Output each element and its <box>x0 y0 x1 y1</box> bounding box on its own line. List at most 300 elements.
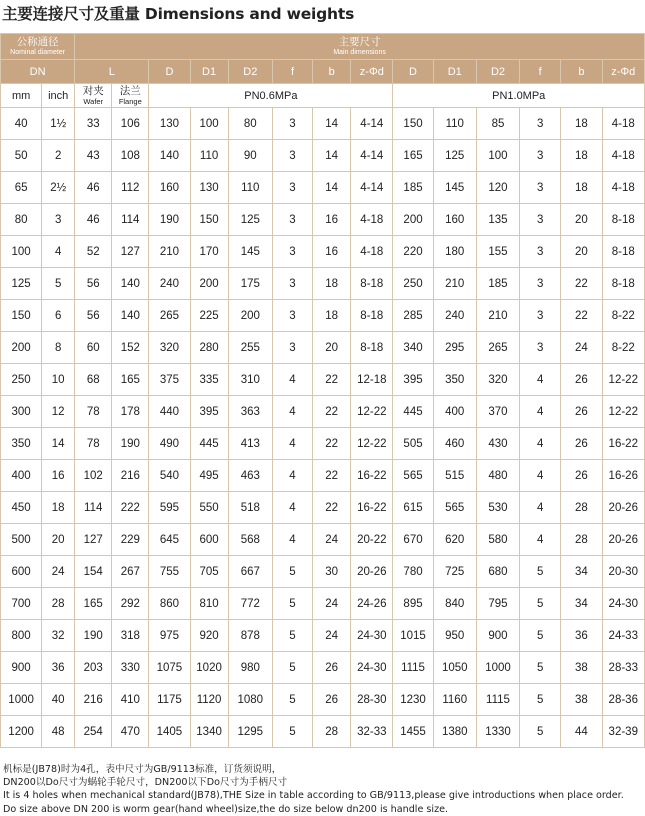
table-cell: 36 <box>42 652 75 684</box>
main-dimensions-header: 主要尺寸 Main dimensions <box>75 34 645 60</box>
table-cell: 445 <box>190 428 228 460</box>
table-cell: 200 <box>190 268 228 300</box>
table-cell: 3 <box>272 204 312 236</box>
table-cell: 20 <box>313 332 351 364</box>
table-cell: 980 <box>228 652 272 684</box>
table-cell: 265 <box>149 300 190 332</box>
table-cell: 200 <box>1 332 42 364</box>
table-cell: 40 <box>1 108 42 140</box>
table-cell: 600 <box>190 524 228 556</box>
table-cell: 26 <box>561 396 602 428</box>
table-cell: 395 <box>393 364 433 396</box>
col-header: D1 <box>190 60 228 84</box>
table-cell: 100 <box>190 108 228 140</box>
table-cell: 1000 <box>476 652 519 684</box>
inch-header: inch <box>42 84 75 108</box>
table-cell: 4-14 <box>351 172 393 204</box>
table-cell: 413 <box>228 428 272 460</box>
table-cell: 12-22 <box>602 396 644 428</box>
table-cell: 5 <box>520 684 561 716</box>
table-cell: 495 <box>190 460 228 492</box>
table-cell: 170 <box>190 236 228 268</box>
table-row <box>1 460 645 492</box>
table-cell: 667 <box>228 556 272 588</box>
table-cell: 106 <box>112 108 149 140</box>
table-cell: 22 <box>313 364 351 396</box>
table-cell: 5 <box>42 268 75 300</box>
table-cell: 20-22 <box>351 524 393 556</box>
table-cell: 5 <box>520 556 561 588</box>
table-cell: 22 <box>561 300 602 332</box>
table-cell: 285 <box>393 300 433 332</box>
table-cell: 90 <box>228 140 272 172</box>
table-cell: 16-22 <box>351 492 393 524</box>
table-row <box>1 684 645 716</box>
table-cell: 210 <box>149 236 190 268</box>
dimensions-table <box>0 33 645 748</box>
table-row <box>1 204 645 236</box>
table-cell: 200 <box>393 204 433 236</box>
table-cell: 16-26 <box>602 460 644 492</box>
table-cell: 28 <box>42 588 75 620</box>
table-row <box>1 108 645 140</box>
table-cell: 3 <box>272 172 312 204</box>
table-cell: 4-18 <box>602 140 644 172</box>
table-cell: 440 <box>149 396 190 428</box>
table-cell: 860 <box>149 588 190 620</box>
table-cell: 1230 <box>393 684 433 716</box>
table-cell: 78 <box>75 428 112 460</box>
table-cell: 4-18 <box>351 236 393 268</box>
table-cell: 120 <box>476 172 519 204</box>
table-cell: 20 <box>561 204 602 236</box>
table-cell: 254 <box>75 716 112 748</box>
table-cell: 20 <box>561 236 602 268</box>
flange-header: 法兰 Flange <box>112 84 149 108</box>
table-cell: 26 <box>561 460 602 492</box>
table-cell: 1380 <box>433 716 476 748</box>
table-cell: 24 <box>42 556 75 588</box>
table-cell: 32-33 <box>351 716 393 748</box>
table-cell: 1160 <box>433 684 476 716</box>
table-cell: 565 <box>433 492 476 524</box>
table-cell: 140 <box>149 140 190 172</box>
table-cell: 40 <box>42 684 75 716</box>
table-cell: 1120 <box>190 684 228 716</box>
table-cell: 565 <box>393 460 433 492</box>
table-cell: 14 <box>313 108 351 140</box>
table-cell: 255 <box>228 332 272 364</box>
note-line: 机标是(JB78)时为4孔，表中尺寸为GB/9113标准，订货须说明， <box>3 764 282 775</box>
table-row <box>1 140 645 172</box>
table-cell: 470 <box>112 716 149 748</box>
table-cell: 22 <box>313 428 351 460</box>
table-row <box>1 492 645 524</box>
table-cell: 240 <box>433 300 476 332</box>
table-cell: 24-26 <box>351 588 393 620</box>
table-cell: 20-26 <box>602 524 644 556</box>
col-header: D <box>149 60 190 84</box>
mm-header: mm <box>1 84 42 108</box>
table-cell: 229 <box>112 524 149 556</box>
table-cell: 4 <box>520 524 561 556</box>
table-cell: 12-22 <box>351 396 393 428</box>
table-cell: 430 <box>476 428 519 460</box>
table-cell: 28-33 <box>602 652 644 684</box>
table-cell: 400 <box>1 460 42 492</box>
table-cell: 28-30 <box>351 684 393 716</box>
table-cell: 780 <box>393 556 433 588</box>
table-cell: 8 <box>42 332 75 364</box>
header-row-3 <box>1 84 645 108</box>
table-cell: 190 <box>112 428 149 460</box>
table-cell: 24-30 <box>351 652 393 684</box>
table-cell: 22 <box>561 268 602 300</box>
table-cell: 102 <box>75 460 112 492</box>
table-cell: 12-18 <box>351 364 393 396</box>
table-cell: 24-30 <box>602 588 644 620</box>
table-cell: 1020 <box>190 652 228 684</box>
table-cell: 16 <box>313 236 351 268</box>
table-cell: 3 <box>520 236 561 268</box>
table-cell: 5 <box>272 588 312 620</box>
table-cell: 310 <box>228 364 272 396</box>
table-cell: 4 <box>520 396 561 428</box>
col-header: D2 <box>476 60 519 84</box>
table-cell: 110 <box>228 172 272 204</box>
table-cell: 210 <box>476 300 519 332</box>
table-cell: 30 <box>313 556 351 588</box>
table-cell: 8-18 <box>351 332 393 364</box>
table-cell: 4 <box>42 236 75 268</box>
table-cell: 615 <box>393 492 433 524</box>
table-cell: 154 <box>75 556 112 588</box>
table-cell: 267 <box>112 556 149 588</box>
table-cell: 5 <box>272 556 312 588</box>
table-cell: 3 <box>272 268 312 300</box>
table-cell: 12-22 <box>351 428 393 460</box>
table-cell: 52 <box>75 236 112 268</box>
table-cell: 165 <box>112 364 149 396</box>
table-cell: 3 <box>42 204 75 236</box>
table-cell: 60 <box>75 332 112 364</box>
table-cell: 1075 <box>149 652 190 684</box>
table-cell: 595 <box>149 492 190 524</box>
table-cell: 56 <box>75 268 112 300</box>
table-cell: 28-36 <box>602 684 644 716</box>
table-cell: 8-18 <box>602 204 644 236</box>
table-cell: 178 <box>112 396 149 428</box>
table-cell: 4-18 <box>602 108 644 140</box>
table-row <box>1 588 645 620</box>
table-cell: 65 <box>1 172 42 204</box>
table-cell: 210 <box>433 268 476 300</box>
table-cell: 5 <box>520 620 561 652</box>
table-cell: 12-22 <box>602 364 644 396</box>
table-cell: 292 <box>112 588 149 620</box>
table-cell: 22 <box>313 460 351 492</box>
table-cell: 8-18 <box>351 300 393 332</box>
table-cell: 26 <box>561 428 602 460</box>
table-cell: 180 <box>433 236 476 268</box>
note-line: DN200以Do尺寸为蜗轮手轮尺寸，DN200以下Do尺寸为手柄尺寸 <box>3 777 288 789</box>
table-cell: 340 <box>393 332 433 364</box>
col-header: D2 <box>228 60 272 84</box>
table-row <box>1 300 645 332</box>
table-cell: 795 <box>476 588 519 620</box>
table-cell: 38 <box>561 652 602 684</box>
header-row-2 <box>1 60 645 84</box>
table-cell: 125 <box>433 140 476 172</box>
table-cell: 568 <box>228 524 272 556</box>
table-cell: 200 <box>228 300 272 332</box>
table-cell: 878 <box>228 620 272 652</box>
table-cell: 190 <box>149 204 190 236</box>
table-cell: 580 <box>476 524 519 556</box>
table-cell: 620 <box>433 524 476 556</box>
table-cell: 410 <box>112 684 149 716</box>
table-cell: 4 <box>272 460 312 492</box>
table-cell: 8-22 <box>602 300 644 332</box>
table-cell: 130 <box>190 172 228 204</box>
table-cell: 240 <box>149 268 190 300</box>
table-cell: 225 <box>190 300 228 332</box>
table-cell: 190 <box>75 620 112 652</box>
table-cell: 1175 <box>149 684 190 716</box>
table-cell: 840 <box>433 588 476 620</box>
table-cell: 112 <box>112 172 149 204</box>
table-cell: 127 <box>112 236 149 268</box>
table-cell: 8-18 <box>602 236 644 268</box>
table-cell: 14 <box>313 172 351 204</box>
table-cell: 16-22 <box>351 460 393 492</box>
table-cell: 920 <box>190 620 228 652</box>
table-row <box>1 236 645 268</box>
table-cell: 216 <box>112 460 149 492</box>
table-cell: 1295 <box>228 716 272 748</box>
table-cell: 480 <box>476 460 519 492</box>
table-cell: 1200 <box>1 716 42 748</box>
note-line: It is 4 holes when mechanical standard(JB78),THE Size in table according to GB/9113,please give introductions when place order. <box>3 790 624 802</box>
table-cell: 114 <box>112 204 149 236</box>
table-cell: 14 <box>313 140 351 172</box>
table-cell: 318 <box>112 620 149 652</box>
table-cell: 127 <box>75 524 112 556</box>
table-cell: 18 <box>313 268 351 300</box>
table-cell: 46 <box>75 172 112 204</box>
table-cell: 28 <box>561 492 602 524</box>
table-cell: 1115 <box>476 684 519 716</box>
table-row <box>1 364 645 396</box>
table-cell: 350 <box>1 428 42 460</box>
table-cell: 1050 <box>433 652 476 684</box>
table-cell: 80 <box>1 204 42 236</box>
table-cell: 18 <box>561 140 602 172</box>
table-cell: 950 <box>433 620 476 652</box>
table-cell: 150 <box>393 108 433 140</box>
dn-header: DN <box>1 60 75 84</box>
table-cell: 3 <box>520 332 561 364</box>
table-cell: 43 <box>75 140 112 172</box>
table-cell: 515 <box>433 460 476 492</box>
notes <box>3 763 643 816</box>
table-cell: 463 <box>228 460 272 492</box>
table-cell: 755 <box>149 556 190 588</box>
table-cell: 150 <box>190 204 228 236</box>
table-cell: 152 <box>112 332 149 364</box>
table-cell: 4 <box>520 428 561 460</box>
table-cell: 265 <box>476 332 519 364</box>
table-cell: 363 <box>228 396 272 428</box>
table-row <box>1 428 645 460</box>
table-cell: 175 <box>228 268 272 300</box>
table-cell: 10 <box>42 364 75 396</box>
table-cell: 1½ <box>42 108 75 140</box>
table-cell: 975 <box>149 620 190 652</box>
table-cell: 1115 <box>393 652 433 684</box>
table-cell: 50 <box>1 140 42 172</box>
table-cell: 140 <box>112 268 149 300</box>
note-line: Do size above DN 200 is worm gear(hand wheel)size,the do size below dn200 is handle size. <box>3 803 449 815</box>
nominal-diameter-header: 公称通径 Nominal diameter <box>1 34 75 60</box>
table-cell: 216 <box>75 684 112 716</box>
table-cell: 135 <box>476 204 519 236</box>
table-cell: 895 <box>393 588 433 620</box>
table-row <box>1 652 645 684</box>
table-row <box>1 716 645 748</box>
table-cell: 26 <box>313 684 351 716</box>
table-cell: 460 <box>433 428 476 460</box>
table-cell: 8-18 <box>602 268 644 300</box>
table-cell: 24-33 <box>602 620 644 652</box>
pn10-header: PN1.0MPa <box>393 84 645 108</box>
table-cell: 100 <box>476 140 519 172</box>
table-cell: 150 <box>1 300 42 332</box>
table-cell: 16 <box>42 460 75 492</box>
table-cell: 400 <box>433 396 476 428</box>
table-cell: 4 <box>520 492 561 524</box>
table-cell: 145 <box>433 172 476 204</box>
table-cell: 34 <box>561 556 602 588</box>
table-row <box>1 620 645 652</box>
table-cell: 3 <box>520 300 561 332</box>
table-cell: 110 <box>190 140 228 172</box>
table-cell: 3 <box>520 140 561 172</box>
table-cell: 5 <box>520 652 561 684</box>
table-cell: 250 <box>393 268 433 300</box>
table-cell: 2 <box>42 140 75 172</box>
table-cell: 100 <box>1 236 42 268</box>
table-cell: 125 <box>1 268 42 300</box>
col-header: z-Φd <box>602 60 644 84</box>
table-cell: 185 <box>393 172 433 204</box>
table-cell: 203 <box>75 652 112 684</box>
table-cell: 38 <box>561 684 602 716</box>
table-cell: 395 <box>190 396 228 428</box>
table-cell: 125 <box>228 204 272 236</box>
table-cell: 110 <box>433 108 476 140</box>
table-cell: 185 <box>476 268 519 300</box>
table-cell: 4 <box>520 460 561 492</box>
table-cell: 645 <box>149 524 190 556</box>
table-cell: 772 <box>228 588 272 620</box>
table-cell: 450 <box>1 492 42 524</box>
table-cell: 4-14 <box>351 108 393 140</box>
table-cell: 20 <box>42 524 75 556</box>
table-cell: 24 <box>561 332 602 364</box>
table-cell: 33 <box>75 108 112 140</box>
table-cell: 3 <box>520 268 561 300</box>
table-cell: 300 <box>1 396 42 428</box>
table-cell: 4-14 <box>351 140 393 172</box>
table-body <box>1 108 645 748</box>
header-row-1 <box>1 34 645 60</box>
table-cell: 24-30 <box>351 620 393 652</box>
table-cell: 160 <box>433 204 476 236</box>
table-cell: 160 <box>149 172 190 204</box>
col-header: D <box>393 60 433 84</box>
table-cell: 3 <box>520 108 561 140</box>
table-cell: 80 <box>228 108 272 140</box>
table-cell: 18 <box>42 492 75 524</box>
table-cell: 20-26 <box>602 492 644 524</box>
table-cell: 28 <box>561 524 602 556</box>
table-cell: 18 <box>313 300 351 332</box>
table-cell: 12 <box>42 396 75 428</box>
table-cell: 725 <box>433 556 476 588</box>
table-row <box>1 556 645 588</box>
table-cell: 500 <box>1 524 42 556</box>
col-header: b <box>313 60 351 84</box>
table-cell: 85 <box>476 108 519 140</box>
table-cell: 222 <box>112 492 149 524</box>
table-cell: 1330 <box>476 716 519 748</box>
table-cell: 14 <box>42 428 75 460</box>
table-cell: 280 <box>190 332 228 364</box>
table-cell: 4 <box>272 524 312 556</box>
table-cell: 3 <box>272 236 312 268</box>
table-cell: 68 <box>75 364 112 396</box>
table-cell: 18 <box>561 108 602 140</box>
table-cell: 145 <box>228 236 272 268</box>
table-cell: 505 <box>393 428 433 460</box>
table-cell: 1015 <box>393 620 433 652</box>
table-cell: 114 <box>75 492 112 524</box>
table-cell: 295 <box>433 332 476 364</box>
table-cell: 165 <box>393 140 433 172</box>
table-cell: 320 <box>476 364 519 396</box>
table-cell: 78 <box>75 396 112 428</box>
table-cell: 6 <box>42 300 75 332</box>
table-cell: 56 <box>75 300 112 332</box>
table-cell: 220 <box>393 236 433 268</box>
col-header: z-Φd <box>351 60 393 84</box>
table-cell: 48 <box>42 716 75 748</box>
table-cell: 5 <box>272 620 312 652</box>
table-cell: 4 <box>272 428 312 460</box>
table-cell: 1000 <box>1 684 42 716</box>
page-title: 主要连接尺寸及重量 Dimensions and weights <box>2 5 355 23</box>
table-cell: 680 <box>476 556 519 588</box>
col-header: b <box>561 60 602 84</box>
table-cell: 540 <box>149 460 190 492</box>
col-header: f <box>520 60 561 84</box>
table-row <box>1 332 645 364</box>
table-cell: 490 <box>149 428 190 460</box>
table-cell: 22 <box>313 396 351 428</box>
table-cell: 108 <box>112 140 149 172</box>
col-header: f <box>272 60 312 84</box>
